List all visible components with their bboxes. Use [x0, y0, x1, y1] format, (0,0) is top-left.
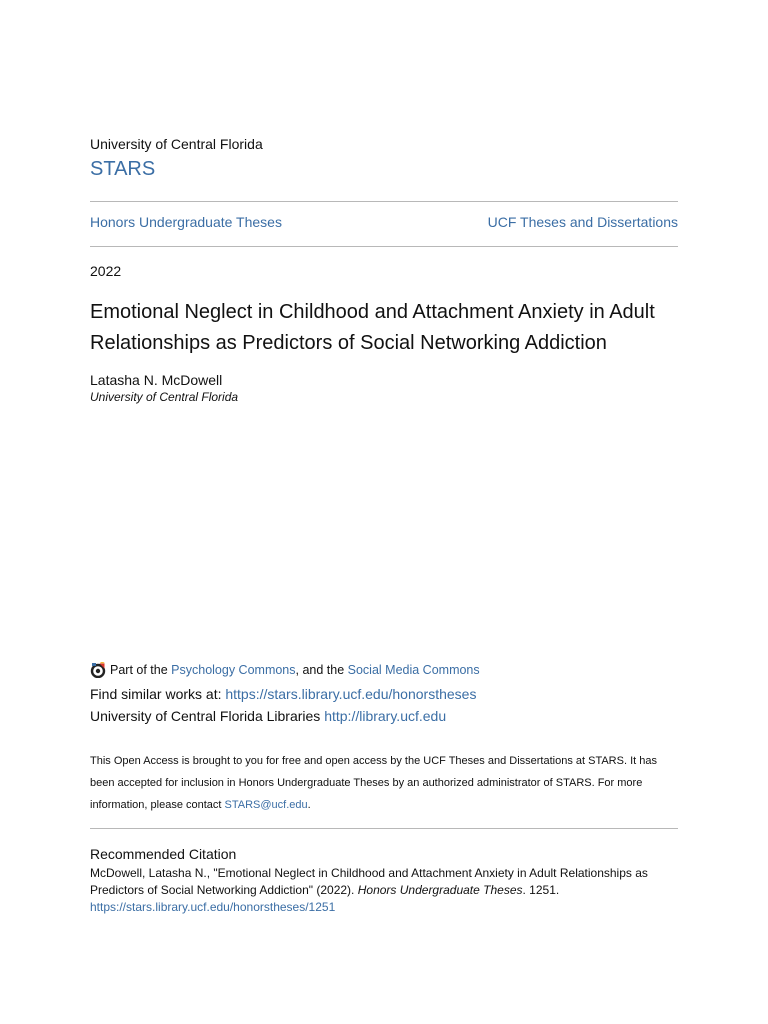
open-access-notice: [90, 750, 678, 816]
citation-series: Honors Undergraduate Theses: [357, 883, 523, 897]
citation-url-link[interactable]: https://stars.library.ucf.edu/honorstheses/1251: [90, 900, 336, 914]
divider-top: [90, 201, 678, 202]
open-access-end: .: [307, 799, 311, 811]
commons-middle: , and the: [295, 663, 348, 677]
divider-citation: [90, 828, 678, 829]
libraries-link[interactable]: http://library.ucf.edu: [324, 708, 447, 724]
honors-theses-link[interactable]: Honors Undergraduate Theses: [90, 214, 282, 230]
institution-name: University of Central Florida: [90, 136, 263, 152]
find-similar-label: Find similar works at:: [90, 686, 226, 702]
stars-email-link[interactable]: STARS@ucf.edu: [224, 799, 308, 811]
commons-prefix: Part of the: [110, 663, 172, 677]
ucf-theses-dissertations-link[interactable]: UCF Theses and Dissertations: [487, 214, 678, 230]
publication-year: 2022: [90, 263, 122, 279]
citation-number: . 1251.: [522, 883, 560, 897]
find-similar-line: [90, 686, 476, 702]
open-access-text: This Open Access is brought to you for free and open access by the UCF Theses and Dissertations at STARS. It has been accepted for inclusion in Honors Undergraduate Theses by an authorized administrator of STARS. For more information, please contact: [90, 755, 657, 811]
psychology-commons-link[interactable]: Psychology Commons: [171, 663, 296, 677]
libraries-label: University of Central Florida Libraries: [90, 708, 325, 724]
stars-repository-link[interactable]: STARS: [90, 158, 156, 180]
citation-text: McDowell, Latasha N., "Emotional Neglect in Childhood and Attachment Anxiety in Adult Relationships as Predictors of Social Networking Addiction" (2022).: [90, 866, 648, 897]
libraries-line: [90, 708, 446, 724]
recommended-citation-heading: Recommended Citation: [90, 846, 237, 862]
find-similar-link[interactable]: https://stars.library.ucf.edu/honorstheses: [225, 686, 477, 702]
author-affiliation: University of Central Florida: [90, 390, 239, 404]
network-commons-icon: [90, 662, 106, 678]
commons-line: [90, 662, 480, 678]
thesis-title: Emotional Neglect in Childhood and Attachment Anxiety in Adult Relationships as Predictors of Social Networking Addiction: [90, 301, 655, 354]
divider-header-bottom: [90, 246, 678, 247]
recommended-citation: [90, 865, 678, 916]
author-name: Latasha N. McDowell: [90, 372, 223, 388]
cover-page: [90, 0, 678, 1024]
social-media-commons-link[interactable]: Social Media Commons: [347, 663, 480, 677]
